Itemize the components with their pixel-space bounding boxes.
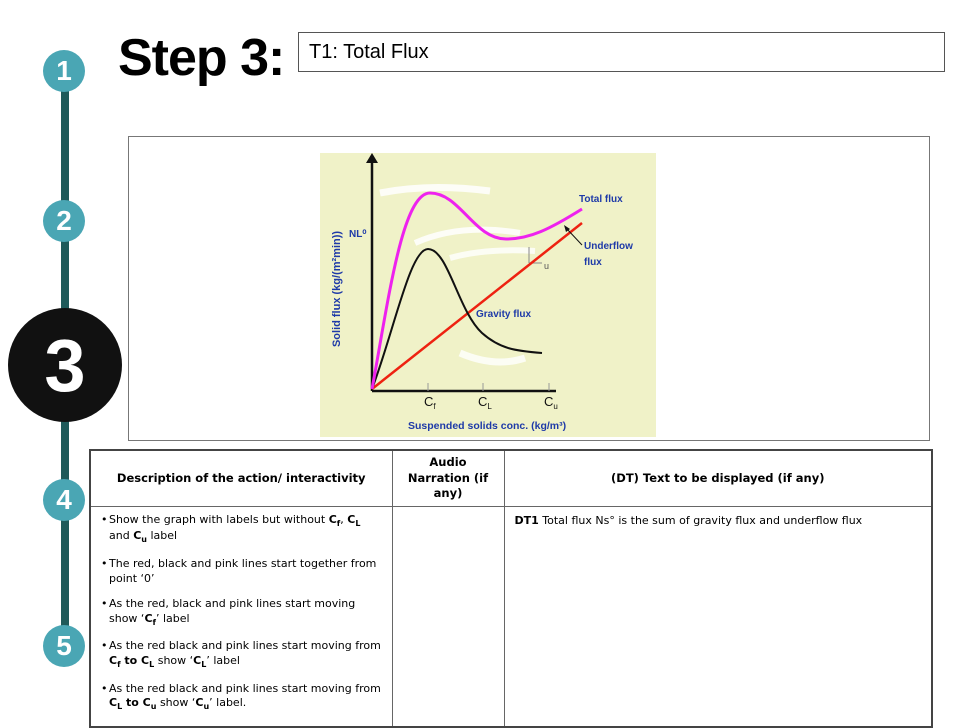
underflow-flux-label-1: Underflow [584,241,633,252]
x-axis-label: Suspended solids conc. (kg/m³) [408,420,567,432]
description-cell [90,506,392,727]
x-tick-label-cl: $C_L$ [478,394,492,411]
title-field [298,32,945,72]
list-item: • As the red black and pink lines start moving from $C_L$ to $C_u$ show ‘$C_u$’ label. [101,681,381,712]
underflow-flux-label-2: flux [584,257,602,268]
step-1-circle[interactable] [43,50,85,92]
list-item: • As the red black and pink lines start moving from $C_f$ to $C_L$ show ‘$C_L$’ label [101,639,381,669]
header-description: Description of the action/ interactivity [90,450,392,506]
table-header-row [90,450,932,506]
list-item: • The red, black and pink lines start together from point ‘0’ [101,557,377,585]
gravity-flux-label: Gravity flux [476,309,532,320]
title-text: T1: Total Flux [309,41,429,63]
storyboard-table [89,449,933,728]
list-item: • As the red, black and pink lines start moving show ‘$C_f$’ label [101,597,356,627]
table-row [90,506,932,727]
x-tick-label-cu: $C_u$ [544,394,558,411]
dt-text: Total flux Ns° is the sum of gravity flux and underflow flux [538,513,863,527]
header-dt: (DT) Text to be displayed (if any) [504,450,932,506]
nl0-label: NL⁰ [349,229,367,240]
list-item: • Show the graph with labels but without $C_f$, $C_L$ and $C_u$ label [101,512,361,545]
step-number: 3 [44,323,86,407]
dt-cell [504,506,932,727]
step-number: 2 [56,205,72,236]
header-audio: Audio Narration (if any) [392,450,504,506]
step-4-circle[interactable] [43,479,85,521]
step-2-circle[interactable] [43,200,85,242]
dt-code: DT1 [514,513,539,527]
total-flux-label: Total flux [579,194,623,205]
audio-cell [392,506,504,727]
step-number: 1 [56,55,72,86]
u-label: u [544,261,550,271]
step-number: 5 [56,630,72,661]
step-5-circle[interactable] [43,625,85,667]
step-number: 4 [56,484,72,515]
y-axis-label: Solid flux (kg/(m²min)) [331,230,343,348]
graph-frame [128,136,930,441]
step-heading: Step 3: [118,29,285,87]
step-3-circle-active[interactable] [8,308,122,422]
flux-graph [320,153,656,437]
x-tick-label-cf: $C_f$ [424,394,436,411]
